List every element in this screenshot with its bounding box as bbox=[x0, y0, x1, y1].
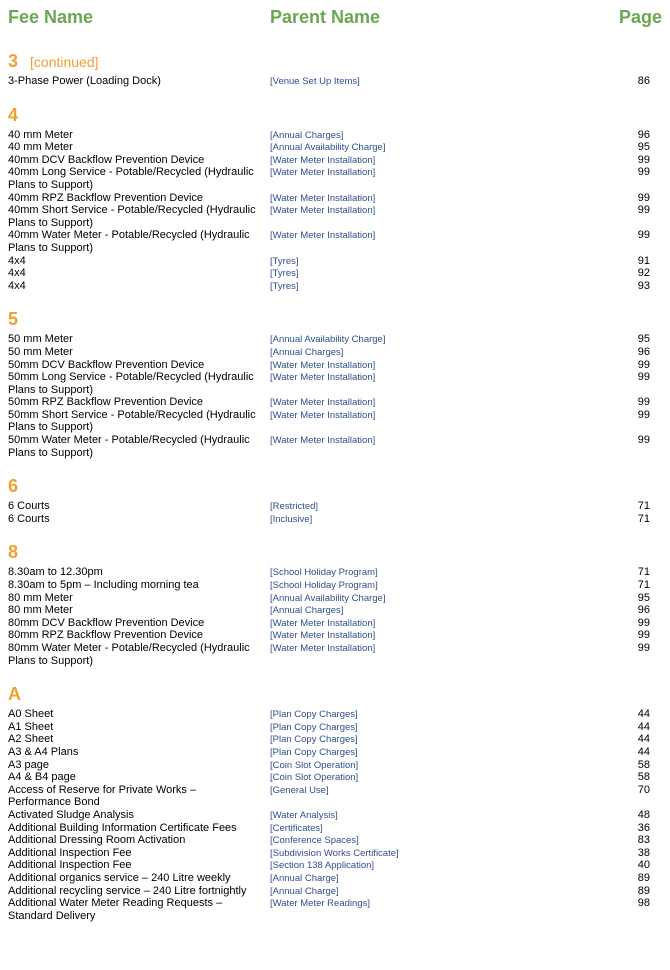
index-section bbox=[0, 541, 670, 667]
fee-name: 6 Courts bbox=[8, 500, 50, 513]
fee-name: 50mm RPZ Backflow Prevention Device bbox=[8, 396, 204, 409]
index-row bbox=[0, 885, 670, 898]
page-number: 99 bbox=[637, 229, 650, 242]
parent-name: [School Holiday Program] bbox=[270, 580, 378, 592]
section-letter: 3 bbox=[8, 51, 19, 71]
page-number: 99 bbox=[637, 396, 650, 409]
page-number: 99 bbox=[637, 191, 650, 204]
fee-name: 80mm RPZ Backflow Prevention Device bbox=[8, 629, 204, 642]
page-number: 38 bbox=[637, 846, 650, 859]
index-row bbox=[0, 280, 670, 293]
page-number: 99 bbox=[637, 629, 650, 642]
index-row bbox=[0, 708, 670, 721]
parent-name: [Water Meter Installation] bbox=[270, 205, 376, 217]
fee-name: 8.30am to 5pm – Including morning tea bbox=[8, 579, 199, 592]
section-heading bbox=[0, 683, 670, 705]
index-row bbox=[0, 771, 670, 784]
fee-name: 50 mm Meter bbox=[8, 333, 73, 346]
section-letter: 6 bbox=[8, 476, 19, 497]
parent-name: [Water Meter Installation] bbox=[270, 435, 376, 447]
parent-name: [Plan Copy Charges] bbox=[270, 746, 358, 758]
parent-name: [Annual Charges] bbox=[270, 605, 344, 617]
parent-name: [School Holiday Program] bbox=[270, 567, 378, 579]
fee-name: Additional Building Information Certificate Fees bbox=[8, 821, 237, 834]
parent-name: [Restricted] bbox=[270, 501, 319, 513]
index-row bbox=[0, 784, 670, 809]
parent-name: [Annual Availability Charge] bbox=[270, 334, 386, 346]
fee-name: 4x4 bbox=[8, 254, 26, 267]
section-letter: 5 bbox=[8, 309, 19, 330]
index-section bbox=[0, 683, 670, 922]
fee-name: 40mm Short Service - Potable/Recycled (Hydraulic Plans to Support) bbox=[8, 204, 256, 229]
fee-name: 40mm Long Service - Potable/Recycled (Hydraulic Plans to Support) bbox=[8, 166, 254, 191]
index-row bbox=[0, 434, 670, 459]
page-number: 96 bbox=[637, 604, 650, 617]
index-row bbox=[0, 409, 670, 434]
page-number: 58 bbox=[637, 758, 650, 771]
page-number: 99 bbox=[637, 616, 650, 629]
parent-name: [Inclusive] bbox=[270, 513, 313, 525]
fee-name: Access of Reserve for Private Works – Performance Bond bbox=[8, 783, 197, 809]
page-number: 99 bbox=[637, 434, 650, 447]
section-letter: 4 bbox=[8, 104, 19, 125]
parent-name: [Water Meter Installation] bbox=[270, 617, 376, 629]
fee-name: 50mm Long Service - Potable/Recycled (Hydraulic Plans to Support) bbox=[8, 371, 254, 396]
fee-name: 50mm Short Service - Potable/Recycled (Hydraulic Plans to Support) bbox=[8, 408, 256, 434]
parent-name: [Subdivision Works Certificate] bbox=[270, 847, 399, 859]
parent-name: [Water Analysis] bbox=[270, 809, 338, 821]
section-heading bbox=[0, 104, 670, 126]
fee-name: A0 Sheet bbox=[8, 708, 54, 721]
fee-name: Additional Inspection Fee bbox=[8, 859, 132, 872]
parent-name: [Water Meter Installation] bbox=[270, 167, 376, 179]
fee-name: Additional Dressing Room Activation bbox=[8, 834, 186, 847]
index-row bbox=[0, 371, 670, 396]
parent-name: [Venue Set Up Items] bbox=[270, 76, 360, 87]
page-number: 99 bbox=[637, 642, 650, 654]
page-number: 98 bbox=[637, 897, 650, 910]
parent-name: [Water Meter Installation] bbox=[270, 630, 376, 642]
index-section bbox=[0, 104, 670, 293]
page-number: 40 bbox=[637, 859, 650, 872]
index-row bbox=[0, 629, 670, 642]
parent-name: [Tyres] bbox=[270, 255, 299, 267]
index-section bbox=[0, 475, 670, 525]
parent-name: [Conference Spaces] bbox=[270, 835, 359, 847]
section-letter: A bbox=[8, 684, 21, 705]
fee-name: Additional Inspection Fee bbox=[8, 846, 132, 859]
page-number: 91 bbox=[637, 254, 650, 267]
index-section bbox=[0, 50, 670, 88]
section-letter: 8 bbox=[8, 542, 19, 563]
index-row bbox=[0, 500, 670, 513]
page-number: 71 bbox=[637, 566, 650, 579]
section-heading bbox=[0, 308, 670, 330]
page-number: 44 bbox=[637, 733, 650, 746]
fee-name-header: Fee Name bbox=[8, 7, 94, 27]
page-number: 48 bbox=[637, 808, 650, 821]
page-number: 71 bbox=[637, 512, 650, 525]
fee-name: 40mm DCV Backflow Prevention Device bbox=[8, 153, 205, 166]
parent-name: [Section 138 Application] bbox=[270, 860, 375, 872]
fee-name: 6 Courts bbox=[8, 512, 50, 525]
page-number: 89 bbox=[637, 871, 650, 884]
index-row bbox=[0, 396, 670, 409]
page-number: 44 bbox=[637, 745, 650, 758]
index-row bbox=[0, 513, 670, 526]
index-row bbox=[0, 592, 670, 605]
page-header: Page bbox=[618, 7, 662, 27]
index-row bbox=[0, 579, 670, 592]
index-row bbox=[0, 746, 670, 759]
page-number: 96 bbox=[637, 345, 650, 358]
parent-name: [Water Meter Installation] bbox=[270, 192, 376, 204]
fee-name: 40 mm Meter bbox=[8, 141, 73, 154]
page-number: 99 bbox=[637, 153, 650, 166]
fee-name: 4x4 bbox=[8, 279, 26, 292]
index-row bbox=[0, 192, 670, 205]
index-row bbox=[0, 359, 670, 372]
index-row bbox=[0, 604, 670, 617]
index-row bbox=[0, 834, 670, 847]
page-number: 93 bbox=[637, 279, 650, 292]
page-number: 71 bbox=[637, 579, 650, 592]
fee-name: 80 mm Meter bbox=[8, 604, 73, 617]
parent-name: [Water Meter Installation] bbox=[270, 643, 376, 654]
section-continued-note: [continued] bbox=[30, 54, 99, 70]
page-number: 44 bbox=[637, 708, 650, 721]
page-number: 95 bbox=[637, 591, 650, 604]
index-row bbox=[0, 872, 670, 885]
parent-name: [Water Meter Installation] bbox=[270, 372, 376, 384]
parent-name: [Water Meter Readings] bbox=[270, 898, 370, 910]
page-number: 71 bbox=[637, 500, 650, 513]
page-number: 44 bbox=[637, 720, 650, 733]
parent-name: [Annual Charges] bbox=[270, 346, 344, 358]
parent-name: [Tyres] bbox=[270, 268, 299, 280]
page-number: 99 bbox=[637, 371, 650, 384]
page-number: 99 bbox=[637, 358, 650, 371]
parent-name: [Annual Charge] bbox=[270, 885, 339, 897]
page-number: 99 bbox=[637, 204, 650, 217]
index-row bbox=[0, 141, 670, 154]
parent-name: [Plan Copy Charges] bbox=[270, 734, 358, 746]
index-row bbox=[0, 166, 670, 191]
index-row bbox=[0, 822, 670, 835]
page-number: 92 bbox=[637, 267, 650, 280]
index-row bbox=[0, 617, 670, 630]
fee-name: Activated Sludge Analysis bbox=[8, 808, 134, 821]
index-row bbox=[0, 255, 670, 268]
index-row bbox=[0, 204, 670, 229]
index-row bbox=[0, 566, 670, 579]
index-row bbox=[0, 154, 670, 167]
index-sections bbox=[0, 50, 670, 922]
index-row bbox=[0, 847, 670, 860]
parent-name-header: Parent Name bbox=[270, 7, 381, 27]
parent-name: [Water Meter Installation] bbox=[270, 397, 376, 409]
page-number: 70 bbox=[637, 783, 650, 796]
parent-name: [Annual Availability Charge] bbox=[270, 142, 386, 154]
index-row bbox=[0, 733, 670, 746]
parent-name: [Water Meter Installation] bbox=[270, 359, 376, 371]
parent-name: [Annual Charge] bbox=[270, 872, 339, 884]
fee-name: 40mm Water Meter - Potable/Recycled (Hydraulic Plans to Support) bbox=[8, 229, 250, 254]
fee-name: Additional recycling service – 240 Litre fortnightly bbox=[8, 884, 247, 897]
fee-name: 8.30am to 12.30pm bbox=[8, 566, 103, 579]
fee-name: A1 Sheet bbox=[8, 720, 54, 733]
index-section bbox=[0, 308, 670, 459]
index-row bbox=[0, 897, 670, 922]
fee-name: 50mm Water Meter - Potable/Recycled (Hydraulic Plans to Support) bbox=[8, 434, 250, 459]
parent-name: [General Use] bbox=[270, 784, 329, 796]
fee-name: 40 mm Meter bbox=[8, 128, 73, 141]
parent-name: [Certificates] bbox=[270, 822, 323, 834]
parent-name: [Tyres] bbox=[270, 280, 299, 292]
fee-name: 50mm DCV Backflow Prevention Device bbox=[8, 358, 205, 371]
parent-name: [Annual Availability Charge] bbox=[270, 592, 386, 604]
parent-name: [Coin Slot Operation] bbox=[270, 772, 359, 784]
index-row bbox=[0, 721, 670, 734]
fee-name: 80 mm Meter bbox=[8, 591, 73, 604]
index-row bbox=[0, 129, 670, 142]
page-number: 83 bbox=[637, 834, 650, 847]
index-row bbox=[0, 346, 670, 359]
parent-name: [Plan Copy Charges] bbox=[270, 709, 358, 721]
page-number: 96 bbox=[637, 128, 650, 141]
index-row bbox=[0, 229, 670, 254]
page-number: 99 bbox=[637, 408, 650, 421]
fee-name: 4x4 bbox=[8, 267, 26, 280]
section-heading bbox=[0, 475, 670, 497]
page-number: 86 bbox=[637, 75, 650, 87]
index-row bbox=[0, 267, 670, 280]
parent-name: [Water Meter Installation] bbox=[270, 154, 376, 166]
index-row bbox=[0, 642, 670, 667]
fee-name: Additional Water Meter Reading Requests – Standard Delivery bbox=[8, 897, 223, 922]
fee-name: A3 & A4 Plans bbox=[8, 745, 79, 758]
parent-name: [Water Meter Installation] bbox=[270, 230, 376, 242]
parent-name: [Annual Charges] bbox=[270, 129, 344, 141]
fee-name: A3 page bbox=[8, 758, 49, 771]
index-row bbox=[0, 759, 670, 772]
section-heading bbox=[0, 50, 670, 72]
fee-name: 40mm RPZ Backflow Prevention Device bbox=[8, 191, 204, 204]
fee-name: 50 mm Meter bbox=[8, 345, 73, 358]
page-number: 95 bbox=[637, 333, 650, 346]
index-row bbox=[0, 809, 670, 822]
index-row bbox=[0, 859, 670, 872]
fee-name: A4 & B4 page bbox=[8, 771, 76, 784]
page-number: 95 bbox=[637, 141, 650, 154]
parent-name: [Water Meter Installation] bbox=[270, 409, 376, 421]
page-number: 58 bbox=[637, 771, 650, 784]
index-row bbox=[0, 333, 670, 346]
fee-name: A2 Sheet bbox=[8, 733, 54, 746]
fee-name: 80mm DCV Backflow Prevention Device bbox=[8, 616, 205, 629]
fee-name: 3-Phase Power (Loading Dock) bbox=[8, 75, 161, 87]
parent-name: [Coin Slot Operation] bbox=[270, 759, 359, 771]
index-row bbox=[0, 75, 670, 88]
section-heading bbox=[0, 541, 670, 563]
page-number: 89 bbox=[637, 884, 650, 897]
fee-name: 80mm Water Meter - Potable/Recycled (Hydraulic Plans to Support) bbox=[8, 642, 250, 667]
page-number: 36 bbox=[637, 821, 650, 834]
fee-name: Additional organics service – 240 Litre weekly bbox=[8, 871, 231, 884]
parent-name: [Plan Copy Charges] bbox=[270, 721, 358, 733]
page-number: 99 bbox=[637, 166, 650, 179]
